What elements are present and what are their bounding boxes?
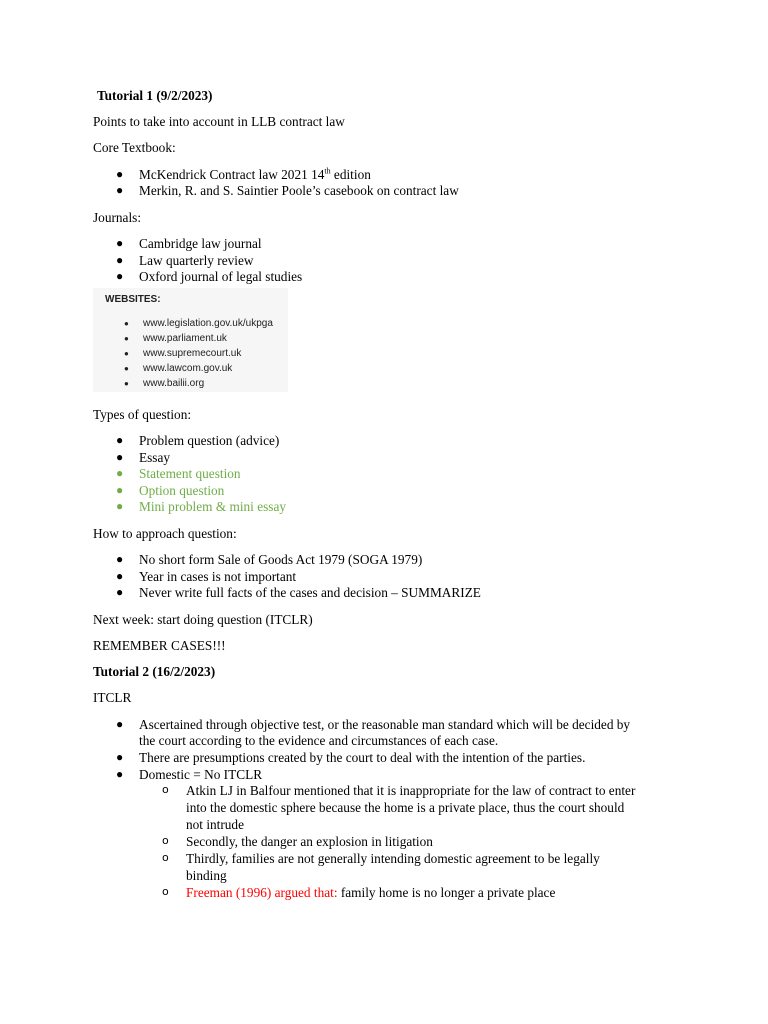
itclr-item: There are presumptions created by the court to deal with the intention of the parties. bbox=[139, 750, 586, 765]
topic-text: ITCLR bbox=[93, 690, 132, 705]
bullet-icon: ● bbox=[116, 167, 124, 181]
websites-header: WEBSITES: bbox=[105, 294, 161, 305]
circle-bullet-icon: o bbox=[162, 851, 169, 864]
sub-item-continued: into the domestic sphere because the home is a private place, thus the court should bbox=[186, 800, 625, 815]
bullet-icon: ● bbox=[116, 499, 124, 513]
bullet-icon: ● bbox=[116, 253, 124, 267]
journal-item: Law quarterly review bbox=[139, 253, 254, 268]
website-link[interactable]: www.parliament.uk bbox=[143, 333, 227, 344]
journal-item: Cambridge law journal bbox=[139, 236, 262, 251]
tutorial-2-title: Tutorial 2 (16/2/2023) bbox=[93, 664, 216, 679]
bullet-icon: ● bbox=[116, 585, 124, 599]
bullet-icon: ● bbox=[116, 483, 124, 497]
textbook-item: McKendrick Contract law 2021 14th edition bbox=[139, 166, 371, 182]
bullet-icon: ● bbox=[124, 349, 129, 358]
sub-item: Thirdly, families are not generally intending domestic agreement to be legally bbox=[186, 851, 600, 866]
journal-item: Oxford journal of legal studies bbox=[139, 269, 303, 284]
websites-image bbox=[93, 288, 288, 392]
website-link[interactable]: www.lawcom.gov.uk bbox=[143, 363, 233, 374]
freeman-text: family home is no longer a private place bbox=[337, 885, 556, 900]
bullet-icon: ● bbox=[116, 450, 124, 464]
bullet-icon: ● bbox=[116, 269, 124, 283]
type-item: Mini problem & mini essay bbox=[139, 499, 286, 514]
freeman-citation: Freeman (1996) argued that: bbox=[186, 885, 338, 900]
journals-label: Journals: bbox=[93, 210, 142, 225]
circle-bullet-icon: o bbox=[162, 885, 169, 898]
bullet-icon: ● bbox=[124, 364, 129, 373]
sub-item: Atkin LJ in Balfour mentioned that it is inappropriate for the law of contract to enter bbox=[186, 783, 636, 798]
types-label: Types of question: bbox=[93, 407, 192, 422]
bullet-icon: ● bbox=[116, 466, 124, 480]
sub-item: Secondly, the danger an explosion in litigation bbox=[186, 834, 433, 849]
website-link[interactable]: www.supremecourt.uk bbox=[143, 348, 242, 359]
approach-item: Year in cases is not important bbox=[139, 569, 297, 584]
approach-item: No short form Sale of Goods Act 1979 (SOGA 1979) bbox=[139, 552, 423, 567]
bullet-icon: ● bbox=[124, 334, 129, 343]
bullet-icon: ● bbox=[116, 183, 124, 197]
website-link[interactable]: www.bailii.org bbox=[143, 378, 205, 389]
circle-bullet-icon: o bbox=[162, 834, 169, 847]
bullet-icon: ● bbox=[116, 569, 124, 583]
itclr-item: Ascertained through objective test, or the reasonable man standard which will be decided by bbox=[139, 717, 631, 732]
sub-item-continued: binding bbox=[186, 868, 227, 883]
type-item: Option question bbox=[139, 483, 225, 498]
textbook-item: Merkin, R. and S. Saintier Poole’s casebook on contract law bbox=[139, 183, 459, 198]
bullet-icon: ● bbox=[116, 236, 124, 250]
type-item: Statement question bbox=[139, 466, 241, 481]
circle-bullet-icon: o bbox=[162, 783, 169, 796]
website-link[interactable]: www.legislation.gov.uk/ukpga bbox=[143, 318, 273, 329]
type-item: Problem question (advice) bbox=[139, 433, 280, 448]
approach-label: How to approach question: bbox=[93, 526, 237, 541]
sub-item-continued: not intrude bbox=[186, 817, 244, 832]
sub-item-freeman bbox=[186, 885, 555, 901]
bullet-icon: ● bbox=[116, 767, 124, 781]
type-item: Essay bbox=[139, 450, 171, 465]
itclr-item: Domestic = No ITCLR bbox=[139, 767, 263, 782]
core-textbook-label: Core Textbook: bbox=[93, 140, 176, 155]
next-week-text: Next week: start doing question (ITCLR) bbox=[93, 612, 313, 627]
approach-item: Never write full facts of the cases and decision – SUMMARIZE bbox=[139, 585, 481, 600]
bullet-icon: ● bbox=[124, 319, 129, 328]
remember-text: REMEMBER CASES!!! bbox=[93, 638, 226, 653]
bullet-icon: ● bbox=[116, 750, 124, 764]
bullet-icon: ● bbox=[124, 379, 129, 388]
bullet-icon: ● bbox=[116, 552, 124, 566]
tutorial-1-title: Tutorial 1 (9/2/2023) bbox=[97, 88, 213, 103]
bullet-icon: ● bbox=[116, 717, 124, 731]
itclr-item-continued: the court according to the evidence and circumstances of each case. bbox=[139, 733, 499, 748]
intro-text: Points to take into account in LLB contract law bbox=[93, 114, 345, 129]
bullet-icon: ● bbox=[116, 433, 124, 447]
